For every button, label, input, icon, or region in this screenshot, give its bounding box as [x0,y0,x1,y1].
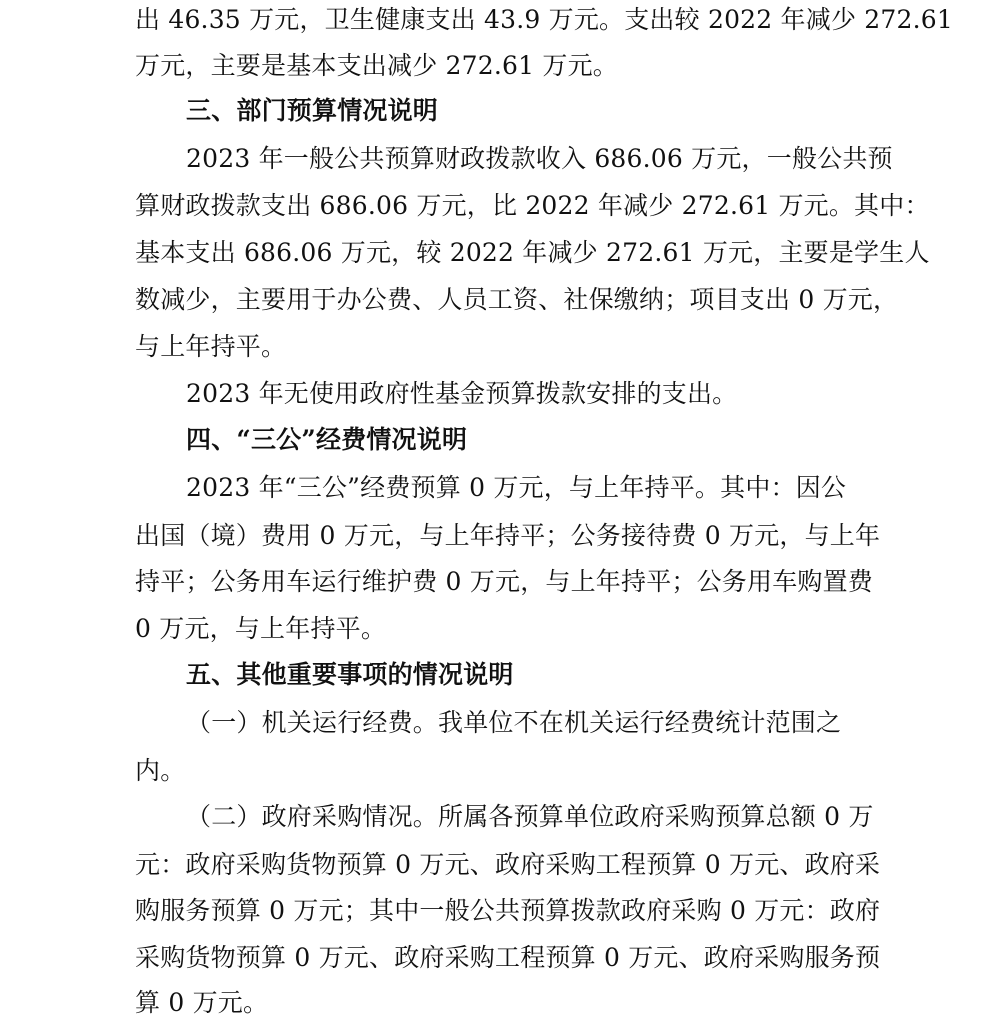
paragraph-line: 元：政府采购货物预算 0 万元、政府采购工程预算 0 万元、政府采 [135,850,881,879]
paragraph-line: 2023 年无使用政府性基金预算拨款安排的支出。 [186,379,738,408]
paragraph-line: 出 46.35 万元，卫生健康支出 43.9 万元。支出较 2022 年减少 272.61 [135,5,953,34]
paragraph-line: （二）政府采购情况。所属各预算单位政府采购预算总额 0 万 [186,802,874,831]
paragraph-line: 内。 [135,756,186,785]
paragraph-line: 购服务预算 0 万元；其中一般公共预算拨款政府采购 0 万元：政府 [135,896,881,925]
paragraph-line: 基本支出 686.06 万元，较 2022 年减少 272.61 万元，主要是学生人 [135,238,930,267]
section-heading: 四、“三公”经费情况说明 [186,425,468,454]
paragraph-line: 万元，主要是基本支出减少 272.61 万元。 [135,51,618,80]
paragraph-line: 2023 年“三公”经费预算 0 万元，与上年持平。其中：因公 [186,473,847,502]
paragraph-line: 持平；公务用车运行维护费 0 万元，与上年持平；公务用车购置费 [135,567,874,596]
paragraph-line: 0 万元，与上年持平。 [135,614,387,643]
paragraph-line: 采购货物预算 0 万元、政府采购工程预算 0 万元、政府采购服务预 [135,943,881,972]
paragraph-line: 数减少，主要用于办公费、人员工资、社保缴纳；项目支出 0 万元， [135,285,899,314]
section-heading: 五、其他重要事项的情况说明 [186,660,514,689]
paragraph-line: 与上年持平。 [135,332,287,361]
paragraph-line: 算 0 万元。 [135,988,269,1017]
section-heading: 三、部门预算情况说明 [186,96,439,125]
paragraph-line: 出国（境）费用 0 万元，与上年持平；公务接待费 0 万元，与上年 [135,521,881,550]
paragraph-line: 2023 年一般公共预算财政拨款收入 686.06 万元，一般公共预 [186,144,893,173]
paragraph-line: 算财政拨款支出 686.06 万元，比 2022 年减少 272.61 万元。其中： [135,191,930,220]
paragraph-line: （一）机关运行经费。我单位不在机关运行经费统计范围之 [186,708,842,737]
